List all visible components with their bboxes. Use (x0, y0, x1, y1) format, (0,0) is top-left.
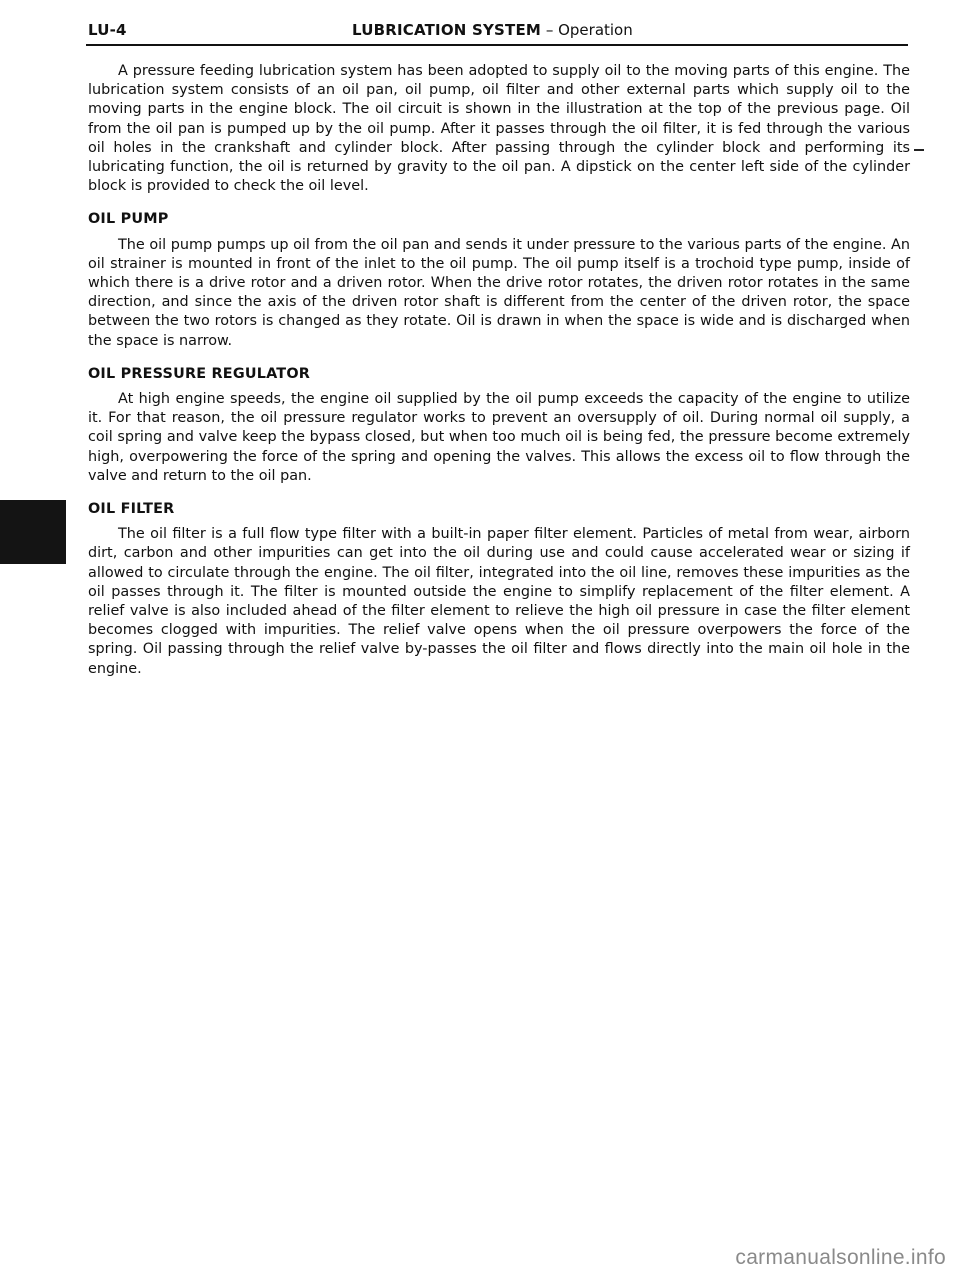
section-tab-marker (0, 500, 66, 564)
site-watermark: carmanualsonline.info (735, 1246, 946, 1269)
page-header (86, 18, 906, 44)
section-paragraph-oil-pressure-regulator: At high engine speeds, the engine oil supplied by the oil pump exceeds the capacity of the engine to utilize it. For that reason, the oil pressure regulator works to prevent an oversupply of oil. During normal oil supply, a coil spring and valve keep the bypass closed, but when too much oil is being fed, the pressure become extremely high, overpowering the force of the spring and opening the valves. This allows the excess oil to flow through the valve and return to the oil pan. (88, 391, 910, 484)
section-heading-oil-pressure-regulator: OIL PRESSURE REGULATOR (88, 365, 311, 382)
section-heading-oil-pump: OIL PUMP (88, 211, 169, 228)
document-body (88, 62, 910, 679)
chapter-title: LUBRICATION SYSTEM (352, 21, 542, 39)
title-separator: – (541, 21, 559, 39)
section-paragraph-oil-filter: The oil filter is a full flow type filter with a built-in paper filter element. Particles of metal from wear, airborn dirt, carbon and other impurities can get into the oil during use and could cause accelerated wear or sizing if allowed to circulate through the engine. The oil filter, integrated into the oil line, removes these impurities as the oil passes through it. The filter is mounted outside the engine to simplify replacement of the filter element. A relief valve is also included ahead of the filter element to relieve the high oil pressure in case the filter element becomes clogged with impurities. The relief valve opens when the oil pressure overpowers the force of the spring. Oil passing through the relief valve by-passes the oil filter and flows directly into the main oil hole in the engine. (88, 526, 910, 677)
page-title (352, 21, 633, 39)
section-paragraph-oil-pump: The oil pump pumps up oil from the oil pan and sends it under pressure to the various parts of the engine. An oil strainer is mounted in front of the inlet to the oil pump. The oil pump itself is a trochoid type pump, inside of which there is a drive rotor and a driven rotor. When the drive rotor rotates, the driven rotor rotates in the same direction, and since the axis of the driven rotor shaft is different from the center of the driven rotor, the space between the two rotors is changed as they rotate. Oil is drawn in when the space is wide and is discharged when the space is narrow. (88, 236, 910, 349)
page-number: LU-4 (88, 21, 127, 39)
header-rule (86, 44, 908, 46)
chapter-subtitle: Operation (558, 21, 633, 39)
intro-paragraph: A pressure feeding lubrication system has been adopted to supply oil to the moving parts of this engine. The lubrication system consists of an oil pan, oil pump, oil filter and other external parts which supply oil to the moving parts in the engine block. The oil circuit is shown in the illustration at the top of the previous page. Oil from the oil pan is pumped up by the oil pump. After it passes through the oil filter, it is fed through the various oil holes in the crankshaft and cylinder block. After passing through the cylinder block and performing its lubricating function, the oil is returned by gravity to the oil pan. A dipstick on the center left side of the cylinder block is provided to check the oil level. (88, 63, 910, 195)
section-heading-oil-filter: OIL FILTER (88, 501, 175, 518)
margin-mark (914, 149, 924, 151)
